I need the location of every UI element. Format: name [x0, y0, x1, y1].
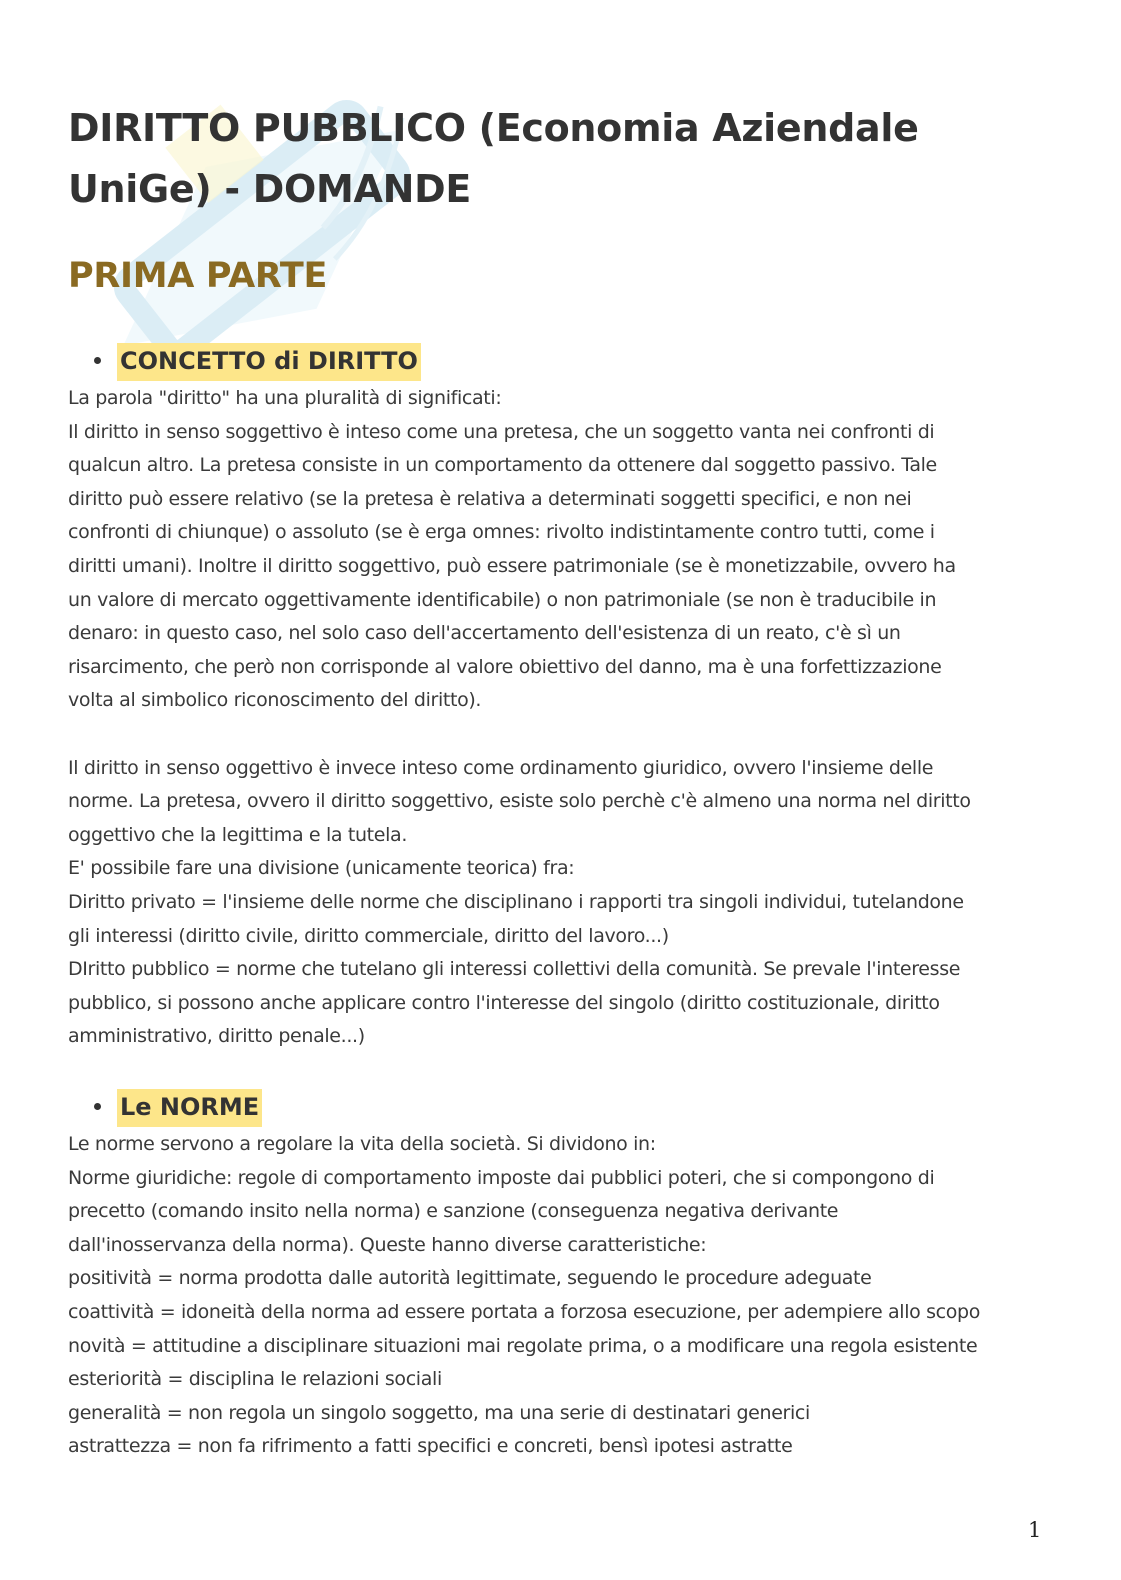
body-line: norme. La pretesa, ovvero il diritto soggettivo, esiste solo perchè c'è almeno una norma nel diritto — [68, 790, 971, 813]
body-line: Il diritto in senso oggettivo è invece inteso come ordinamento giuridico, ovvero l'insieme delle — [68, 756, 934, 779]
body-line: pubblico, si possono anche applicare contro l'interesse del singolo (diritto costituzionale, diritto — [68, 991, 940, 1014]
body-line: La parola "diritto" ha una pluralità di significati: — [68, 387, 502, 409]
body-line: Norme giuridiche: regole di comportamento imposte dai pubblici poteri, che si compongono di — [68, 1166, 935, 1189]
bullet-icon — [94, 357, 101, 364]
body-line: Le norme servono a regolare la vita della società. Si dividono in: — [68, 1133, 656, 1155]
body-line-blank — [68, 718, 1058, 752]
body-line: qualcun altro. La pretesa consiste in un comportamento da ottenere dal soggetto passivo. Tale — [68, 454, 937, 477]
body-line: confronti di chiunque) o assoluto (se è erga omnes: rivolto indistintamente contro tutti, come i — [68, 521, 935, 544]
document-title-line1: DIRITTO PUBBLICO (Economia Aziendale — [68, 106, 919, 150]
body-line: astrattezza = non fa rifrimento a fatti specifici e concreti, bensì ipotesi astratte — [68, 1435, 793, 1458]
body-line: generalità = non regola un singolo soggetto, ma una serie di destinatari generici — [68, 1401, 810, 1424]
body-line: precetto (comando insito nella norma) e sanzione (conseguenza negativa derivante — [68, 1200, 839, 1223]
document-title — [68, 98, 1048, 220]
body-line: Il diritto in senso soggettivo è inteso come una pretesa, che un soggetto vanta nei confronti di — [68, 420, 935, 443]
section-title: PRIMA PARTE — [68, 256, 328, 296]
body-line: amministrativo, diritto penale...) — [68, 1025, 365, 1048]
section-body-concetto-diritto — [68, 382, 1058, 1054]
body-line: Diritto privato = l'insieme delle norme che disciplinano i rapporti tra singoli individui, tutelandone — [68, 890, 964, 913]
body-line: novità = attitudine a disciplinare situazioni mai regolate prima, o a modificare una regola esistente — [68, 1334, 978, 1357]
bullet-icon — [94, 1103, 101, 1110]
body-line: risarcimento, che però non corrisponde al valore obiettivo del danno, ma è una forfettizzazione — [68, 655, 942, 678]
body-line: denaro: in questo caso, nel solo caso dell'accertamento dell'esistenza di un reato, c'è sì un — [68, 622, 901, 645]
subheading-text: CONCETTO di DIRITTO — [117, 343, 421, 381]
body-line: diritto può essere relativo (se la pretesa è relativa a determinati soggetti specifici, e non nei — [68, 487, 912, 510]
body-line: positività = norma prodotta dalle autorità legittimate, seguendo le procedure adeguate — [68, 1267, 872, 1290]
body-line: E' possibile fare una divisione (unicamente teorica) fra: — [68, 857, 575, 880]
body-line: volta al simbolico riconoscimento del diritto). — [68, 689, 482, 712]
body-line: DIritto pubblico = norme che tutelano gli interessi collettivi della comunità. Se prevale l'interesse — [68, 958, 961, 981]
subheading-text: Le NORME — [117, 1089, 262, 1127]
body-line: dall'inosservanza della norma). Queste hanno diverse caratteristiche: — [68, 1233, 707, 1256]
subheading-concetto-diritto — [94, 344, 421, 378]
body-line: un valore di mercato oggettivamente identificabile) o non patrimoniale (se non è traducibile in — [68, 588, 937, 611]
page-number: 1 — [1028, 1518, 1042, 1542]
body-line: diritti umani). Inoltre il diritto soggettivo, può essere patrimoniale (se è monetizzabile, ovvero ha — [68, 554, 956, 577]
subheading-le-norme — [94, 1090, 262, 1124]
document-title-line2: UniGe) - DOMANDE — [68, 167, 472, 211]
body-line: esteriorità = disciplina le relazioni sociali — [68, 1368, 442, 1391]
body-line: oggettivo che la legittima e la tutela. — [68, 823, 408, 846]
section-body-le-norme — [68, 1128, 1058, 1464]
body-line: gli interessi (diritto civile, diritto commerciale, diritto del lavoro...) — [68, 924, 669, 947]
body-line: coattività = idoneità della norma ad essere portata a forzosa esecuzione, per adempiere allo scopo — [68, 1300, 981, 1323]
